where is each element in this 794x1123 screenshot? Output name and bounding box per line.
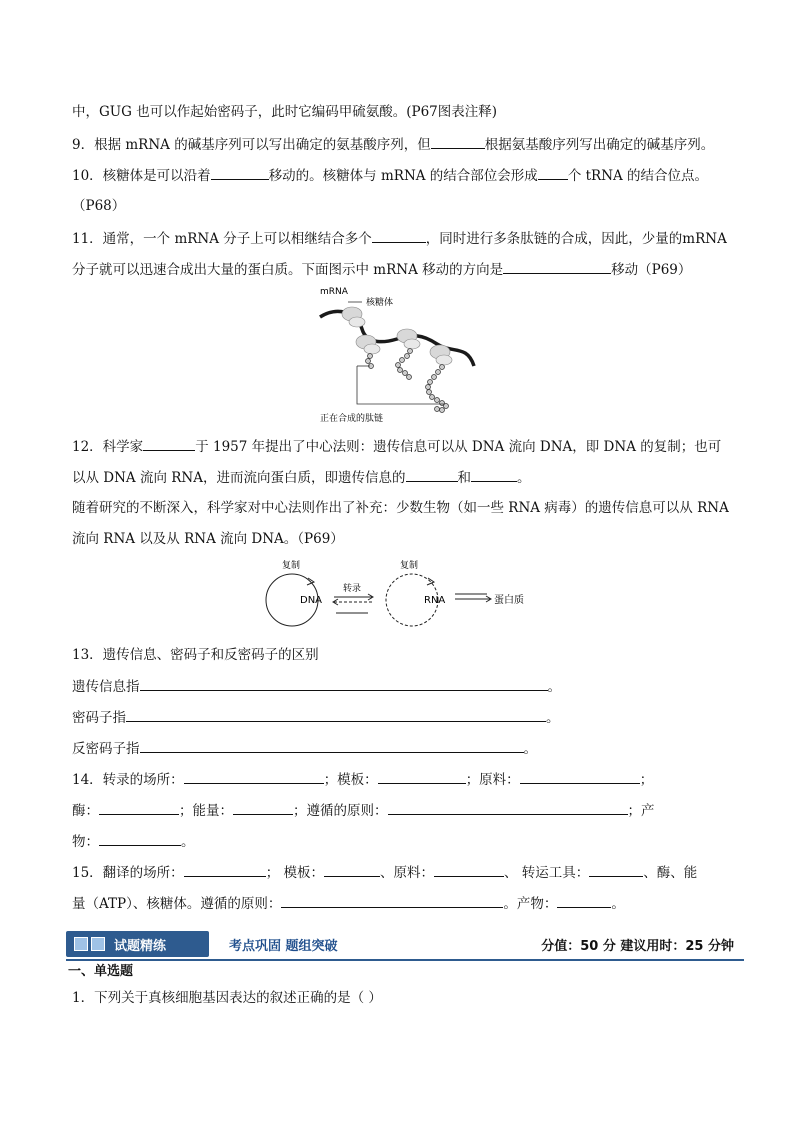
q15-text-c: 、原料：	[379, 865, 434, 881]
period: 。	[547, 679, 561, 695]
q15-text-d: 、 转运工具：	[503, 865, 590, 881]
answer-blank[interactable]	[372, 228, 426, 243]
peptide-label: 正在合成的肽链	[320, 414, 384, 424]
answer-blank[interactable]	[378, 769, 466, 784]
q13c-label: 反密码子指	[72, 741, 140, 757]
answer-blank[interactable]	[520, 769, 640, 784]
answer-blank[interactable]	[557, 893, 611, 908]
question-9	[72, 134, 714, 155]
answer-blank[interactable]	[140, 738, 524, 753]
q10-text-a: 10．核糖体是可以沿着	[72, 168, 211, 184]
text-line	[72, 102, 497, 122]
central-dogma-figure	[262, 556, 542, 640]
answer-blank[interactable]	[140, 676, 548, 691]
q13a-label: 遗传信息指	[72, 679, 140, 695]
answer-blank[interactable]	[99, 831, 181, 846]
book-icon	[74, 937, 105, 951]
answer-blank[interactable]	[434, 862, 504, 877]
answer-blank[interactable]	[388, 800, 628, 815]
q12-text-g: 流向 RNA 以及从 RNA 流向 DNA。（P69）	[72, 531, 344, 547]
answer-blank[interactable]	[589, 862, 643, 877]
q15-text-g: 。产物：	[503, 896, 558, 912]
period: 。	[523, 741, 537, 757]
question-12-cont	[72, 467, 531, 488]
question-11-cont	[72, 259, 691, 280]
question-13-b	[72, 707, 560, 728]
answer-blank[interactable]	[143, 436, 195, 451]
q13b-label: 密码子指	[72, 710, 126, 726]
banner-divider	[66, 959, 744, 961]
ribosome	[342, 307, 365, 327]
answer-blank[interactable]	[184, 769, 324, 784]
q10-text-c: 个 tRNA 的结合位点。	[567, 168, 709, 184]
question-15-cont	[72, 893, 625, 914]
q14-text-b: ；模板：	[323, 772, 378, 788]
answer-blank[interactable]	[211, 165, 269, 180]
answer-blank[interactable]	[184, 862, 266, 877]
q14-text-c: ；原料：	[465, 772, 520, 788]
period: 。	[181, 834, 195, 850]
q14-text-d: ；	[639, 772, 654, 788]
dna-label: DNA	[300, 595, 323, 606]
question-14-cont	[72, 800, 655, 821]
answer-blank[interactable]	[471, 467, 517, 482]
question-14	[72, 769, 653, 790]
q9-text-b: 根据氨基酸序列写出确定的碱基序列。	[484, 137, 715, 153]
q12-text-a: 12．科学家	[72, 439, 144, 455]
q14-text-f: ；能量：	[179, 803, 233, 819]
answer-blank[interactable]	[233, 800, 293, 815]
answer-blank[interactable]	[538, 165, 568, 180]
q12-text-d: 和	[457, 470, 471, 486]
q13-text: 13．遗传信息、密码子和反密码子的区别	[72, 647, 319, 663]
replicate-label: 复制	[400, 561, 419, 571]
protein-label: 蛋白质	[494, 595, 524, 606]
question-15	[72, 862, 697, 883]
answer-blank[interactable]	[99, 800, 179, 815]
q12-text-f: 随着研究的不断深入，科学家对中心法则作出了补充：少数生物（如一些 RNA 病毒）的遗传信息可以从 RNA	[72, 500, 729, 516]
q12-text-c: 以从 DNA 流向 RNA，进而流向蛋白质，即遗传信息的	[72, 470, 406, 486]
section-heading: 一、单选题	[68, 964, 134, 979]
intro-text: 中，GUG 也可以作起始密码子，此时它编码甲硫氨酸。(P67图表注释)	[72, 104, 498, 120]
question-13-a	[72, 676, 561, 697]
section-banner	[66, 931, 744, 961]
q11-text-b: ，同时进行多条肽链的合成，因此，少量的mRNA	[425, 231, 727, 247]
q15-text-a: 15．翻译的场所：	[72, 865, 184, 881]
q11-text-a: 11．通常，一个 mRNA 分子上可以相继结合多个	[72, 231, 372, 247]
answer-blank[interactable]	[503, 259, 611, 274]
q10-text-b: 移动的。核糖体与 mRNA 的结合部位会形成	[268, 168, 538, 184]
answer-blank[interactable]	[281, 893, 503, 908]
q12-text-e: 。	[517, 470, 531, 486]
q10-page-ref: （P68）	[72, 198, 126, 214]
answer-blank[interactable]	[406, 467, 458, 482]
ribosome	[356, 335, 380, 354]
question-10	[72, 165, 708, 186]
answer-blank[interactable]	[431, 134, 485, 149]
q14-text-h: ；产	[627, 803, 655, 819]
q11-text-c: 分子就可以迅速合成出大量的蛋白质。下面图示中 mRNA 移动的方向是	[72, 262, 504, 278]
q9-text-a: 9．根据 mRNA 的碱基序列可以写出确定的氨基酸序列，但	[72, 137, 431, 153]
banner-title: 试题精练	[114, 939, 167, 954]
q11-text-d: 移动（P69）	[611, 262, 692, 278]
rna-label: RNA	[424, 595, 446, 606]
q14-text-i: 物：	[72, 834, 99, 850]
q15-text-e: 、酶、能	[643, 865, 698, 881]
question-12	[72, 436, 721, 457]
answer-blank[interactable]	[324, 862, 380, 877]
q14-text-e: 酶：	[72, 803, 99, 819]
answer-blank[interactable]	[126, 707, 546, 722]
q14-text-a: 14．转录的场所：	[72, 772, 184, 788]
q15-text-h: 。	[611, 896, 625, 912]
banner-subtitle: 考点巩固 题组突破	[229, 939, 338, 954]
period: 。	[546, 710, 560, 726]
question-1: 1．下列关于真核细胞基因表达的叙述正确的是（ ）	[72, 990, 382, 1006]
question-13-c	[72, 738, 537, 759]
ribosome-label: 核糖体	[366, 298, 394, 308]
q15-text-f: 量（ATP）、核糖体。遵循的原则：	[72, 896, 282, 912]
question-12-note-cont	[72, 529, 344, 549]
ribosome-figure	[312, 284, 487, 426]
question-12-note	[72, 498, 729, 518]
mrna-label: mRNA	[320, 287, 348, 297]
banner-tab	[66, 931, 209, 957]
transcribe-label: 转录	[343, 584, 362, 594]
score-info: 分值：50 分 建议用时：25 分钟	[541, 939, 734, 954]
q12-text-b: 于 1957 年提出了中心法则：遗传信息可以从 DNA 流向 DNA，即 DNA 的复制；也可	[195, 439, 722, 455]
ribosome	[397, 329, 420, 349]
question-10-ref	[72, 196, 125, 216]
replicate-label: 复制	[282, 561, 301, 571]
question-13	[72, 645, 319, 665]
q14-text-g: ；遵循的原则：	[293, 803, 388, 819]
question-14-end	[72, 831, 195, 852]
question-11	[72, 228, 727, 249]
q15-text-b: ； 模板：	[265, 865, 324, 881]
